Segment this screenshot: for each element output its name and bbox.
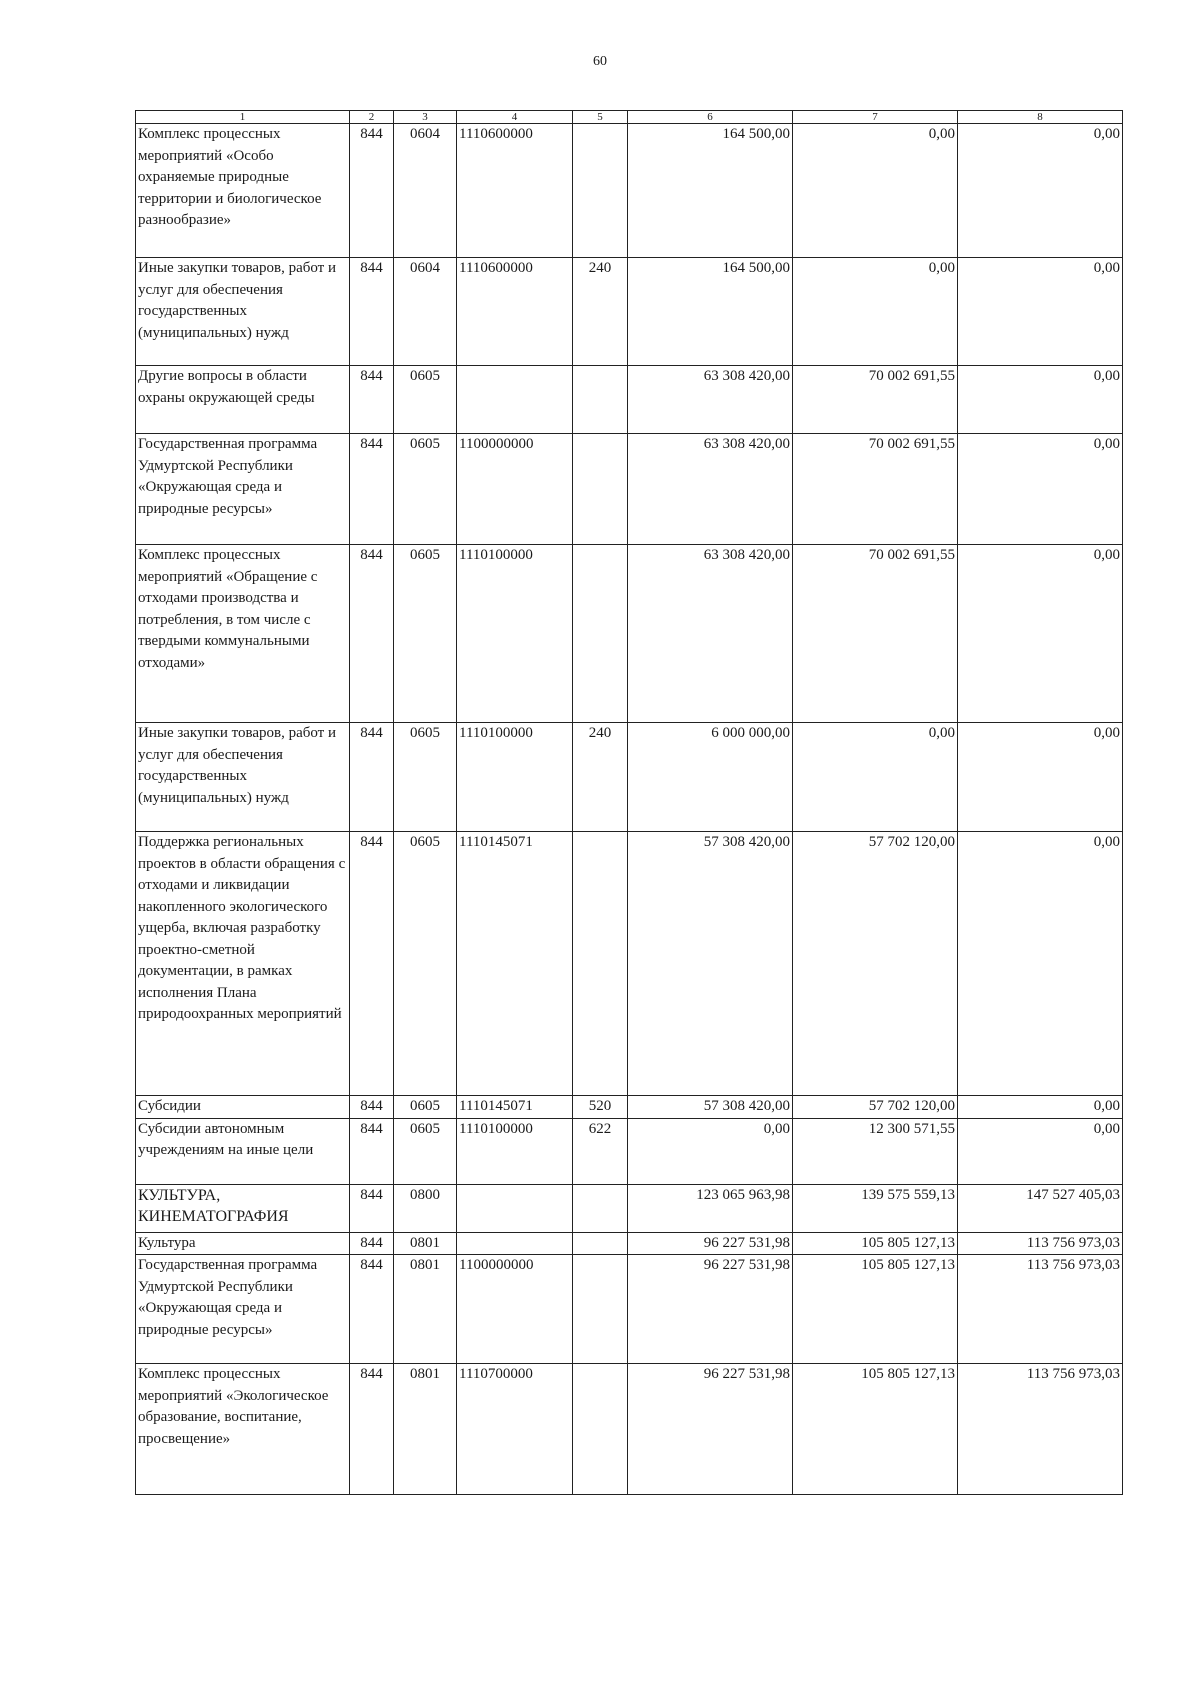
row-name: Государственная программа Удмуртской Республики «Окружающая среда и природные ресурсы» bbox=[136, 434, 350, 545]
section-code: 0604 bbox=[394, 124, 457, 258]
target-article: 1110100000 bbox=[457, 723, 573, 832]
expense-type bbox=[573, 366, 628, 434]
section-code: 0801 bbox=[394, 1232, 457, 1255]
row-name: Поддержка региональных проектов в области обращения с отходами и ликвидации накопленного экологического ущерба, включая разработку проектно-сметной документации, в рамках исполнения Плана природоохранных мероприятий bbox=[136, 832, 350, 1096]
amount-col8: 0,00 bbox=[958, 258, 1123, 366]
amount-col7: 105 805 127,13 bbox=[793, 1232, 958, 1255]
row-name: КУЛЬТУРА, КИНЕМАТОГРАФИЯ bbox=[136, 1184, 350, 1232]
row-name: Комплекс процессных мероприятий «Обращение с отходами производства и потребления, в том числе с твердыми коммунальными отходами» bbox=[136, 545, 350, 723]
target-article: 1110600000 bbox=[457, 124, 573, 258]
expense-type bbox=[573, 1232, 628, 1255]
table-row bbox=[136, 258, 1123, 366]
amount-col8: 113 756 973,03 bbox=[958, 1255, 1123, 1364]
table-row bbox=[136, 366, 1123, 434]
amount-col7: 105 805 127,13 bbox=[793, 1364, 958, 1495]
table-row bbox=[136, 1184, 1123, 1232]
table-row bbox=[136, 124, 1123, 258]
table-row bbox=[136, 545, 1123, 723]
amount-col7: 70 002 691,55 bbox=[793, 366, 958, 434]
admin-code: 844 bbox=[350, 258, 394, 366]
admin-code: 844 bbox=[350, 545, 394, 723]
section-code: 0605 bbox=[394, 366, 457, 434]
table-row bbox=[136, 1096, 1123, 1119]
row-name: Комплекс процессных мероприятий «Экологическое образование, воспитание, просвещение» bbox=[136, 1364, 350, 1495]
column-number: 2 bbox=[350, 111, 394, 124]
admin-code: 844 bbox=[350, 1118, 394, 1184]
section-code: 0605 bbox=[394, 832, 457, 1096]
admin-code: 844 bbox=[350, 1232, 394, 1255]
expense-type bbox=[573, 1364, 628, 1495]
column-number: 8 bbox=[958, 111, 1123, 124]
table-row bbox=[136, 832, 1123, 1096]
target-article: 1110700000 bbox=[457, 1364, 573, 1495]
expense-type bbox=[573, 545, 628, 723]
amount-col6: 57 308 420,00 bbox=[628, 1096, 793, 1119]
admin-code: 844 bbox=[350, 723, 394, 832]
admin-code: 844 bbox=[350, 124, 394, 258]
row-name: Иные закупки товаров, работ и услуг для обеспечения государственных (муниципальных) нужд bbox=[136, 258, 350, 366]
target-article: 1100000000 bbox=[457, 434, 573, 545]
admin-code: 844 bbox=[350, 1096, 394, 1119]
expense-type bbox=[573, 434, 628, 545]
amount-col7: 70 002 691,55 bbox=[793, 434, 958, 545]
expense-type: 240 bbox=[573, 258, 628, 366]
amount-col8: 113 756 973,03 bbox=[958, 1364, 1123, 1495]
column-number-row bbox=[136, 111, 1123, 124]
admin-code: 844 bbox=[350, 366, 394, 434]
expense-type: 520 bbox=[573, 1096, 628, 1119]
target-article bbox=[457, 366, 573, 434]
amount-col6: 96 227 531,98 bbox=[628, 1255, 793, 1364]
row-name: Иные закупки товаров, работ и услуг для обеспечения государственных (муниципальных) нужд bbox=[136, 723, 350, 832]
amount-col6: 63 308 420,00 bbox=[628, 434, 793, 545]
expense-type bbox=[573, 832, 628, 1096]
budget-table bbox=[135, 110, 1123, 1495]
section-code: 0605 bbox=[394, 434, 457, 545]
amount-col8: 0,00 bbox=[958, 434, 1123, 545]
target-article: 1110100000 bbox=[457, 1118, 573, 1184]
expense-type bbox=[573, 1255, 628, 1364]
expense-type: 240 bbox=[573, 723, 628, 832]
admin-code: 844 bbox=[350, 1364, 394, 1495]
column-number: 4 bbox=[457, 111, 573, 124]
amount-col7: 12 300 571,55 bbox=[793, 1118, 958, 1184]
amount-col6: 0,00 bbox=[628, 1118, 793, 1184]
row-name: Другие вопросы в области охраны окружающей среды bbox=[136, 366, 350, 434]
admin-code: 844 bbox=[350, 434, 394, 545]
amount-col6: 164 500,00 bbox=[628, 124, 793, 258]
column-number: 3 bbox=[394, 111, 457, 124]
amount-col6: 63 308 420,00 bbox=[628, 366, 793, 434]
target-article: 1100000000 bbox=[457, 1255, 573, 1364]
amount-col7: 57 702 120,00 bbox=[793, 1096, 958, 1119]
amount-col6: 63 308 420,00 bbox=[628, 545, 793, 723]
row-name: Культура bbox=[136, 1232, 350, 1255]
target-article: 1110600000 bbox=[457, 258, 573, 366]
amount-col7: 105 805 127,13 bbox=[793, 1255, 958, 1364]
section-code: 0801 bbox=[394, 1255, 457, 1364]
target-article bbox=[457, 1184, 573, 1232]
row-name: Государственная программа Удмуртской Республики «Окружающая среда и природные ресурсы» bbox=[136, 1255, 350, 1364]
amount-col8: 0,00 bbox=[958, 832, 1123, 1096]
section-code: 0605 bbox=[394, 723, 457, 832]
expense-type bbox=[573, 1184, 628, 1232]
amount-col8: 0,00 bbox=[958, 723, 1123, 832]
admin-code: 844 bbox=[350, 1184, 394, 1232]
amount-col7: 57 702 120,00 bbox=[793, 832, 958, 1096]
page-number: 60 bbox=[593, 54, 607, 69]
amount-col7: 0,00 bbox=[793, 723, 958, 832]
amount-col7: 0,00 bbox=[793, 124, 958, 258]
amount-col6: 6 000 000,00 bbox=[628, 723, 793, 832]
section-code: 0604 bbox=[394, 258, 457, 366]
amount-col8: 0,00 bbox=[958, 1096, 1123, 1119]
expense-type: 622 bbox=[573, 1118, 628, 1184]
amount-col7: 139 575 559,13 bbox=[793, 1184, 958, 1232]
column-number: 5 bbox=[573, 111, 628, 124]
row-name: Комплекс процессных мероприятий «Особо охраняемые природные территории и биологическое разнообразие» bbox=[136, 124, 350, 258]
expense-type bbox=[573, 124, 628, 258]
amount-col6: 57 308 420,00 bbox=[628, 832, 793, 1096]
target-article: 1110145071 bbox=[457, 1096, 573, 1119]
amount-col6: 123 065 963,98 bbox=[628, 1184, 793, 1232]
amount-col8: 0,00 bbox=[958, 545, 1123, 723]
table-row bbox=[136, 1118, 1123, 1184]
amount-col7: 70 002 691,55 bbox=[793, 545, 958, 723]
column-number: 1 bbox=[136, 111, 350, 124]
section-code: 0801 bbox=[394, 1364, 457, 1495]
section-code: 0605 bbox=[394, 545, 457, 723]
amount-col7: 0,00 bbox=[793, 258, 958, 366]
table-row bbox=[136, 434, 1123, 545]
target-article bbox=[457, 1232, 573, 1255]
amount-col6: 96 227 531,98 bbox=[628, 1232, 793, 1255]
admin-code: 844 bbox=[350, 1255, 394, 1364]
amount-col6: 164 500,00 bbox=[628, 258, 793, 366]
table-row bbox=[136, 1255, 1123, 1364]
row-name: Субсидии bbox=[136, 1096, 350, 1119]
column-number: 7 bbox=[793, 111, 958, 124]
table-row bbox=[136, 723, 1123, 832]
amount-col8: 0,00 bbox=[958, 1118, 1123, 1184]
amount-col8: 0,00 bbox=[958, 366, 1123, 434]
section-code: 0605 bbox=[394, 1096, 457, 1119]
amount-col8: 113 756 973,03 bbox=[958, 1232, 1123, 1255]
section-code: 0800 bbox=[394, 1184, 457, 1232]
row-name: Субсидии автономным учреждениям на иные цели bbox=[136, 1118, 350, 1184]
amount-col8: 147 527 405,03 bbox=[958, 1184, 1123, 1232]
target-article: 1110100000 bbox=[457, 545, 573, 723]
table-row bbox=[136, 1364, 1123, 1495]
table-row bbox=[136, 1232, 1123, 1255]
admin-code: 844 bbox=[350, 832, 394, 1096]
amount-col8: 0,00 bbox=[958, 124, 1123, 258]
target-article: 1110145071 bbox=[457, 832, 573, 1096]
amount-col6: 96 227 531,98 bbox=[628, 1364, 793, 1495]
column-number: 6 bbox=[628, 111, 793, 124]
section-code: 0605 bbox=[394, 1118, 457, 1184]
